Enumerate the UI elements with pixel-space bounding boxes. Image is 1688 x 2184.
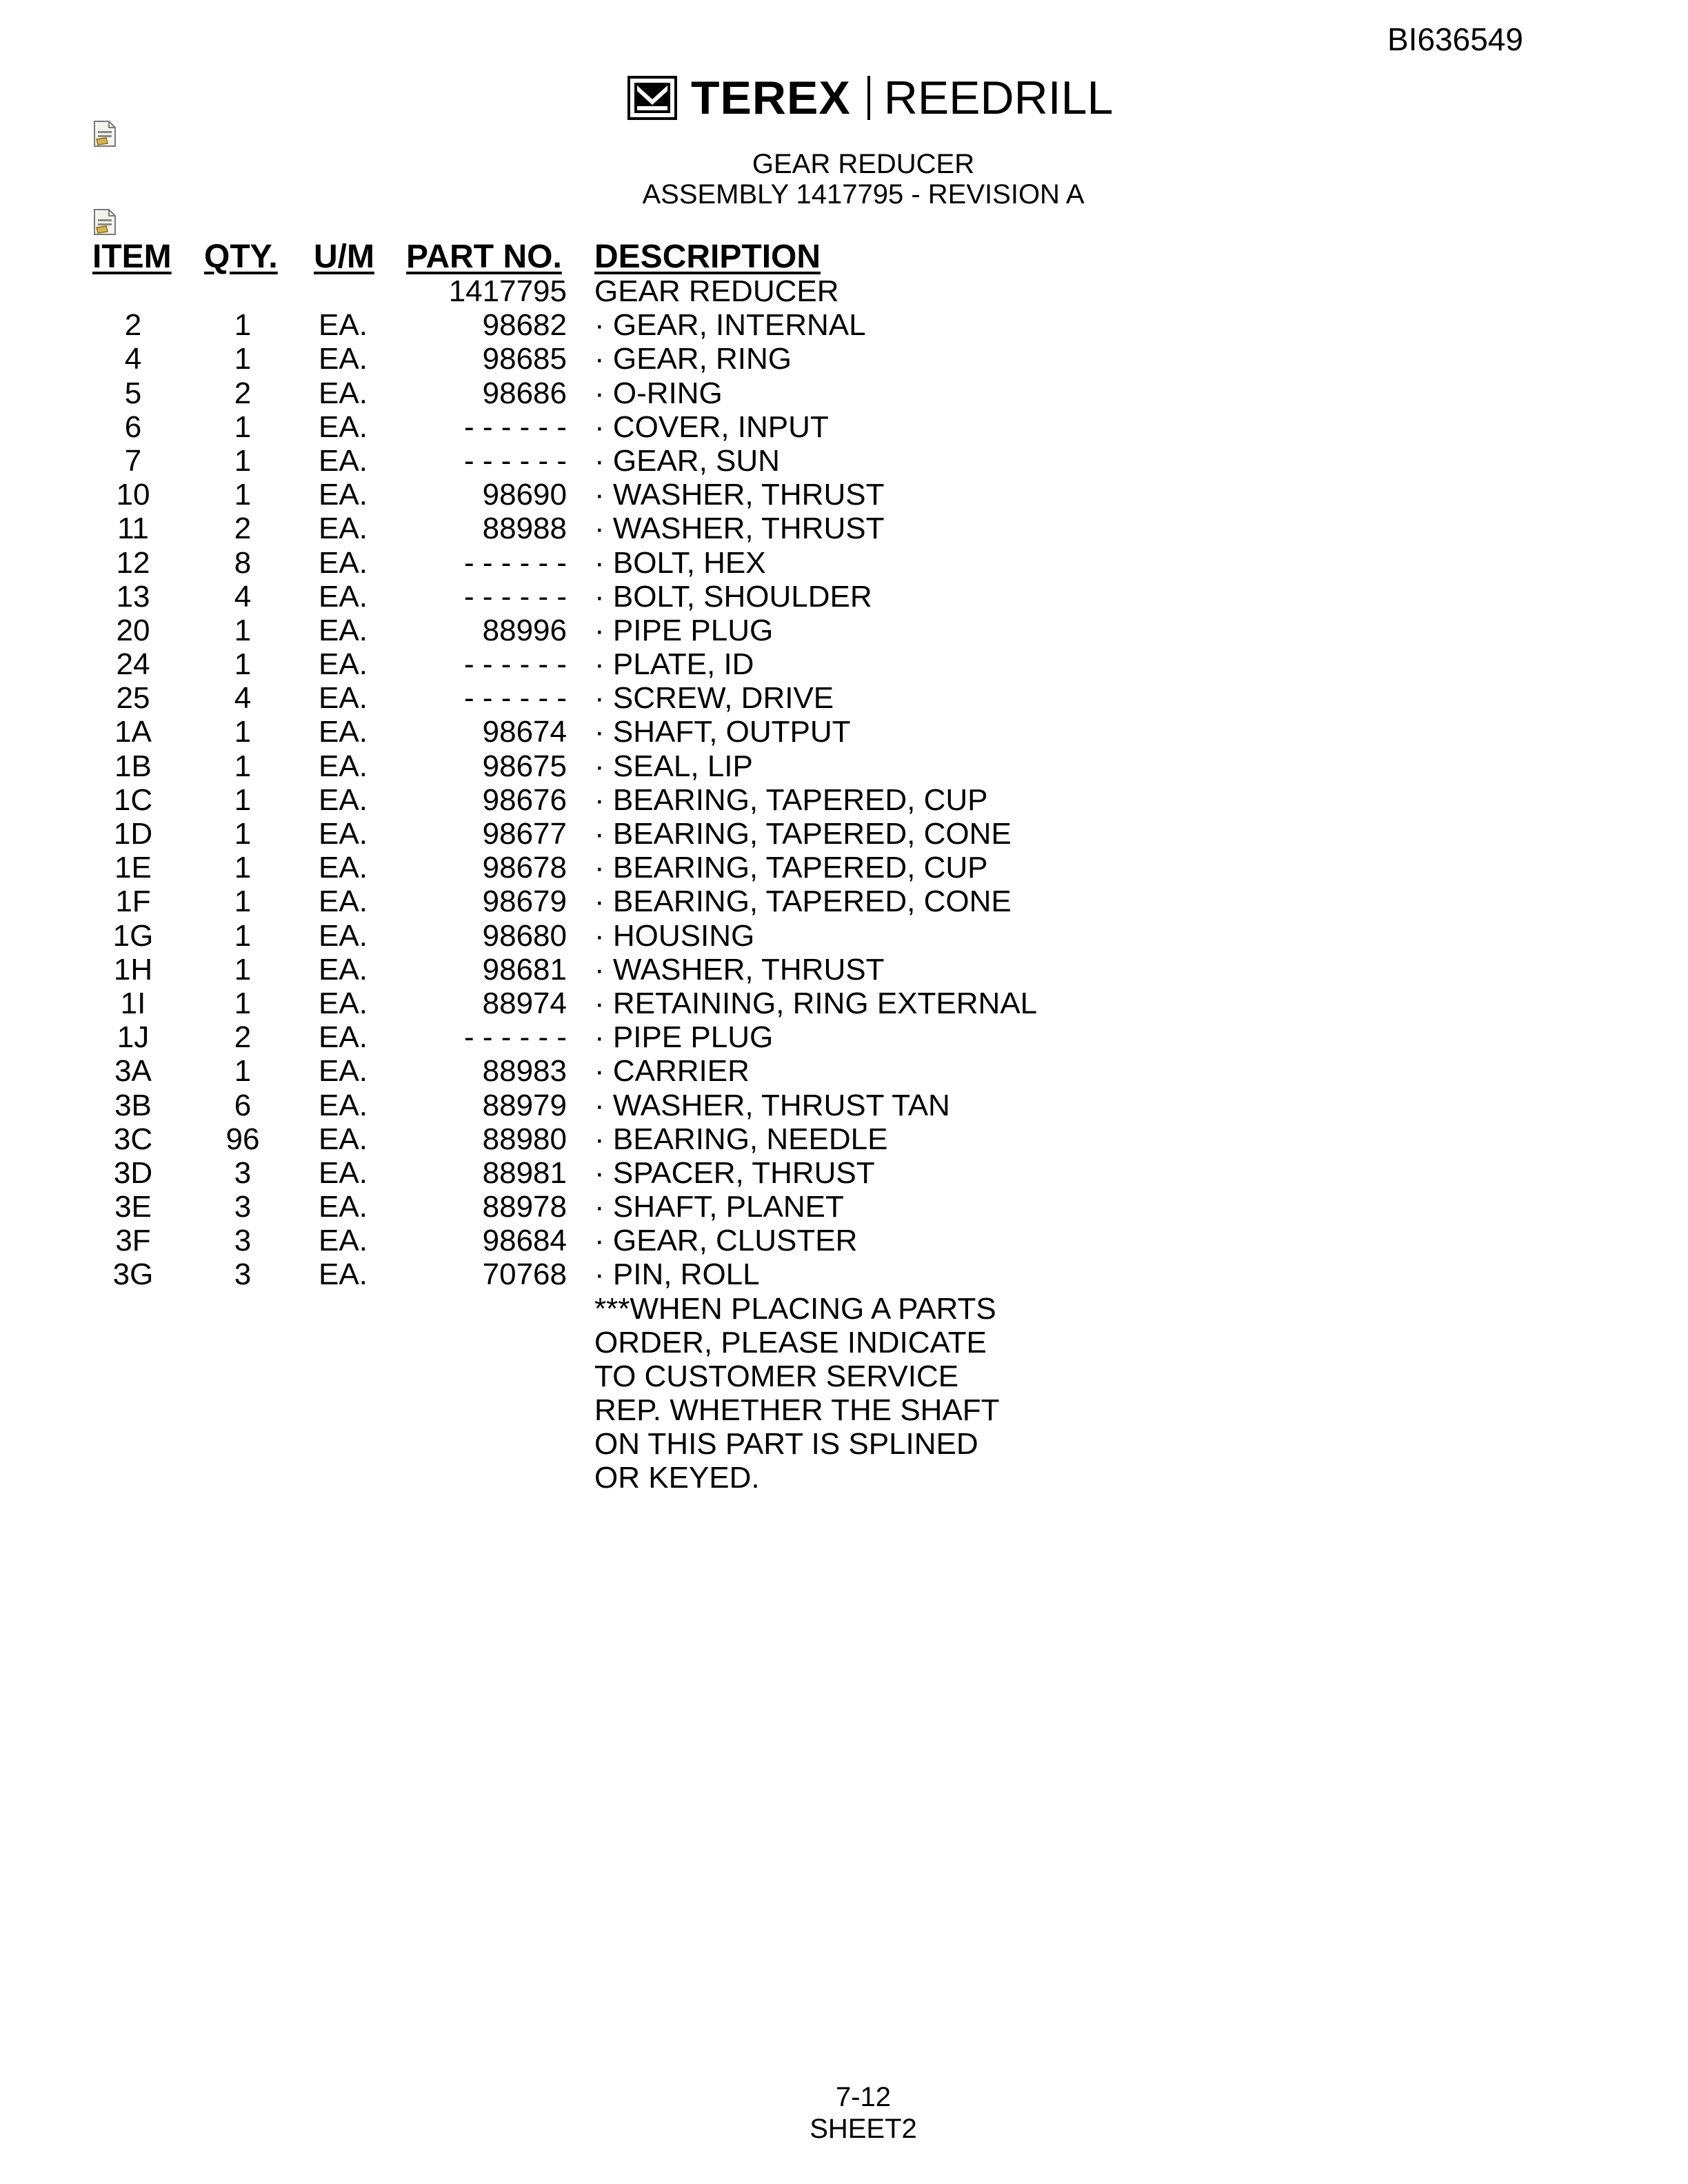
- cell-um: EA.: [319, 918, 368, 953]
- logo-divider: [867, 76, 870, 120]
- note-line: REP. WHETHER THE SHAFT: [594, 1393, 1000, 1427]
- cell-qty: 1: [234, 342, 252, 376]
- cell-part-no: 98676: [482, 782, 567, 817]
- cell-description: · SEAL, LIP: [594, 749, 753, 783]
- cell-item: 1J: [117, 1020, 150, 1055]
- cell-um: EA.: [319, 1054, 368, 1089]
- cell-qty: 2: [234, 376, 252, 410]
- cell-part-no: - - - - - -: [463, 647, 567, 682]
- cell-item: 7: [124, 443, 142, 478]
- cell-description: · HOUSING: [594, 918, 755, 953]
- document-title: GEAR REDUCER: [752, 149, 975, 179]
- cell-item: 24: [116, 647, 150, 682]
- cell-part-no: 88996: [482, 613, 567, 647]
- cell-description: · O-RING: [594, 376, 723, 410]
- document-id: BI636549: [1387, 21, 1523, 57]
- cell-qty: 1: [234, 884, 252, 919]
- parts-list: [0, 274, 1688, 1292]
- table-row: [0, 1257, 1688, 1291]
- table-row: [0, 884, 1688, 918]
- cell-part-no: 88981: [482, 1155, 567, 1190]
- cell-part-no: 98682: [482, 308, 567, 343]
- table-row: [0, 478, 1688, 512]
- cell-item: 5: [124, 376, 142, 410]
- cell-part-no: - - - - - -: [463, 410, 567, 444]
- cell-um: EA.: [319, 342, 368, 376]
- table-row: [0, 444, 1688, 478]
- cell-qty: 1: [234, 782, 252, 817]
- ordering-note: [594, 1292, 1000, 1495]
- document-icon[interactable]: [92, 120, 117, 148]
- cell-qty: 2: [234, 1020, 252, 1055]
- cell-description: · SPACER, THRUST: [594, 1155, 875, 1190]
- table-row: [0, 1122, 1688, 1156]
- cell-um: EA.: [319, 579, 368, 614]
- table-row: [0, 308, 1688, 342]
- cell-description: · BEARING, TAPERED, CUP: [594, 782, 988, 817]
- column-header-qty: QTY.: [204, 239, 278, 275]
- cell-item: 1H: [113, 952, 153, 987]
- cell-um: EA.: [319, 1257, 368, 1292]
- cell-part-no: 98674: [482, 715, 567, 749]
- cell-um: EA.: [319, 647, 368, 682]
- cell-item: 20: [116, 613, 150, 647]
- cell-description: GEAR REDUCER: [594, 274, 839, 308]
- table-row: [0, 512, 1688, 545]
- note-line: TO CUSTOMER SERVICE: [594, 1359, 959, 1393]
- page-number: 7-12: [835, 2082, 892, 2112]
- sheet-label: SHEET2: [810, 2114, 917, 2144]
- cell-item: 3E: [114, 1190, 152, 1224]
- cell-item: 2: [124, 308, 142, 343]
- cell-item: 6: [124, 410, 142, 444]
- cell-um: EA.: [319, 1020, 368, 1055]
- cell-qty: 1: [234, 308, 252, 343]
- cell-description: · BEARING, NEEDLE: [594, 1122, 888, 1156]
- cell-um: EA.: [319, 1088, 368, 1122]
- cell-qty: 1: [234, 613, 252, 647]
- table-row: [0, 274, 1688, 308]
- cell-item: 1F: [115, 884, 151, 919]
- table-row: [0, 1054, 1688, 1088]
- cell-part-no: - - - - - -: [463, 443, 567, 478]
- cell-qty: 1: [234, 410, 252, 444]
- column-header-um: U/M: [314, 239, 374, 275]
- cell-item: 1E: [114, 851, 152, 885]
- cell-description: · BEARING, TAPERED, CONE: [594, 884, 1012, 919]
- cell-um: EA.: [319, 884, 368, 919]
- cell-qty: 3: [234, 1257, 252, 1292]
- table-row: [0, 376, 1688, 410]
- cell-um: EA.: [319, 817, 368, 851]
- cell-um: EA.: [319, 782, 368, 817]
- cell-part-no: 88979: [482, 1088, 567, 1122]
- cell-part-no: - - - - - -: [463, 1020, 567, 1055]
- product-name: REEDRILL: [883, 72, 1114, 124]
- cell-qty: 1: [234, 443, 252, 478]
- cell-um: EA.: [319, 1190, 368, 1224]
- brand-name: TEREX: [691, 72, 851, 124]
- cell-part-no: 98690: [482, 478, 567, 512]
- table-row: [0, 851, 1688, 884]
- cell-um: EA.: [319, 1224, 368, 1258]
- cell-um: EA.: [319, 749, 368, 783]
- cell-part-no: 70768: [482, 1257, 567, 1292]
- cell-item: 1I: [120, 986, 146, 1020]
- terex-reedrill-logo: [627, 72, 1114, 124]
- table-row: [0, 987, 1688, 1020]
- cell-description: · SCREW, DRIVE: [594, 681, 834, 716]
- cell-description: · BOLT, HEX: [594, 545, 766, 580]
- cell-part-no: 98677: [482, 817, 567, 851]
- table-row: [0, 1156, 1688, 1190]
- table-row: [0, 1020, 1688, 1054]
- cell-item: 11: [117, 512, 149, 546]
- cell-item: 4: [124, 342, 142, 376]
- table-row: [0, 715, 1688, 749]
- table-row: [0, 1190, 1688, 1224]
- table-row: [0, 410, 1688, 444]
- cell-item: 1A: [114, 715, 152, 749]
- cell-description: · WASHER, THRUST: [594, 952, 885, 987]
- document-icon[interactable]: [92, 208, 117, 236]
- cell-description: · BOLT, SHOULDER: [594, 579, 872, 614]
- cell-part-no: - - - - - -: [463, 681, 567, 716]
- cell-qty: 1: [234, 986, 252, 1020]
- cell-description: · COVER, INPUT: [594, 410, 829, 444]
- cell-um: EA.: [319, 308, 368, 343]
- cell-um: EA.: [319, 545, 368, 580]
- cell-item: 1D: [113, 817, 153, 851]
- cell-part-no: 98681: [482, 952, 567, 987]
- cell-part-no: 98678: [482, 851, 567, 885]
- table-row: [0, 546, 1688, 580]
- cell-qty: 2: [234, 512, 252, 546]
- cell-description: · SHAFT, OUTPUT: [594, 715, 851, 749]
- note-line: ON THIS PART IS SPLINED: [594, 1427, 978, 1461]
- column-header-item: ITEM: [92, 239, 172, 275]
- cell-qty: 96: [225, 1122, 260, 1156]
- cell-qty: 3: [234, 1190, 252, 1224]
- cell-item: 10: [116, 478, 150, 512]
- cell-um: EA.: [319, 1155, 368, 1190]
- table-row: [0, 953, 1688, 987]
- cell-part-no: - - - - - -: [463, 545, 567, 580]
- cell-um: EA.: [319, 952, 368, 987]
- cell-part-no: 98679: [482, 884, 567, 919]
- cell-part-no: 88974: [482, 986, 567, 1020]
- cell-um: EA.: [319, 1122, 368, 1156]
- cell-qty: 1: [234, 952, 252, 987]
- cell-qty: 4: [234, 579, 252, 614]
- cell-description: · BEARING, TAPERED, CONE: [594, 817, 1012, 851]
- cell-description: · WASHER, THRUST TAN: [594, 1088, 950, 1122]
- cell-description: · RETAINING, RING EXTERNAL: [594, 986, 1038, 1020]
- cell-description: · PIPE PLUG: [594, 1020, 774, 1055]
- cell-um: EA.: [319, 986, 368, 1020]
- cell-qty: 1: [234, 715, 252, 749]
- cell-qty: 1: [234, 749, 252, 783]
- cell-item: 3A: [114, 1054, 152, 1089]
- cell-description: · WASHER, THRUST: [594, 478, 885, 512]
- cell-description: · WASHER, THRUST: [594, 512, 885, 546]
- cell-qty: 1: [234, 478, 252, 512]
- cell-um: EA.: [319, 715, 368, 749]
- cell-description: · GEAR, CLUSTER: [594, 1224, 858, 1258]
- cell-part-no: 98680: [482, 918, 567, 953]
- table-row: [0, 783, 1688, 817]
- cell-description: · CARRIER: [594, 1054, 750, 1089]
- cell-um: EA.: [319, 443, 368, 478]
- cell-qty: 4: [234, 681, 252, 716]
- table-row: [0, 681, 1688, 715]
- cell-um: EA.: [319, 512, 368, 546]
- cell-um: EA.: [319, 613, 368, 647]
- cell-item: 1G: [112, 918, 154, 953]
- cell-qty: 3: [234, 1155, 252, 1190]
- cell-item: 13: [116, 579, 150, 614]
- note-line: OR KEYED.: [594, 1461, 760, 1495]
- cell-item: 1B: [114, 749, 152, 783]
- terex-logo-icon: [627, 76, 677, 120]
- cell-qty: 8: [234, 545, 252, 580]
- table-row: [0, 647, 1688, 681]
- cell-um: EA.: [319, 410, 368, 444]
- cell-part-no: 88983: [482, 1054, 567, 1089]
- document-subtitle: ASSEMBLY 1417795 - REVISION A: [642, 179, 1085, 210]
- note-line: ***WHEN PLACING A PARTS: [594, 1292, 996, 1326]
- cell-description: · SHAFT, PLANET: [594, 1190, 844, 1224]
- table-row: [0, 1224, 1688, 1257]
- cell-part-no: 98685: [482, 342, 567, 376]
- cell-part-no: 98684: [482, 1224, 567, 1258]
- cell-item: 3F: [115, 1224, 151, 1258]
- cell-item: 25: [116, 681, 150, 716]
- cell-item: 12: [116, 545, 150, 580]
- cell-qty: 1: [234, 817, 252, 851]
- cell-qty: 1: [234, 918, 252, 953]
- cell-description: · GEAR, SUN: [594, 443, 780, 478]
- cell-part-no: - - - - - -: [463, 579, 567, 614]
- cell-um: EA.: [319, 376, 368, 410]
- note-line: ORDER, PLEASE INDICATE: [594, 1326, 987, 1359]
- cell-item: 3G: [112, 1257, 154, 1292]
- cell-qty: 1: [234, 1054, 252, 1089]
- table-row: [0, 749, 1688, 783]
- cell-description: · GEAR, INTERNAL: [594, 308, 866, 343]
- cell-part-no: 88988: [482, 512, 567, 546]
- cell-description: · PLATE, ID: [594, 647, 754, 682]
- column-header-part-no: PART NO.: [406, 239, 562, 275]
- cell-part-no: 98675: [482, 749, 567, 783]
- cell-description: · GEAR, RING: [594, 342, 792, 376]
- cell-part-no: 98686: [482, 376, 567, 410]
- column-header-description: DESCRIPTION: [594, 239, 821, 275]
- cell-part-no: 88978: [482, 1190, 567, 1224]
- table-row: [0, 817, 1688, 851]
- table-row: [0, 614, 1688, 647]
- cell-item: 3D: [113, 1155, 153, 1190]
- cell-qty: 3: [234, 1224, 252, 1258]
- table-row: [0, 342, 1688, 376]
- table-row: [0, 919, 1688, 953]
- cell-qty: 1: [234, 647, 252, 682]
- cell-description: · PIN, ROLL: [594, 1257, 760, 1292]
- cell-um: EA.: [319, 681, 368, 716]
- cell-item: 3B: [114, 1088, 152, 1122]
- cell-um: EA.: [319, 851, 368, 885]
- cell-item: 3C: [113, 1122, 153, 1156]
- cell-description: · BEARING, TAPERED, CUP: [594, 851, 988, 885]
- cell-qty: 1: [234, 851, 252, 885]
- table-row: [0, 580, 1688, 614]
- table-row: [0, 1089, 1688, 1122]
- cell-part-no: 1417795: [448, 274, 567, 308]
- cell-um: EA.: [319, 478, 368, 512]
- cell-item: 1C: [113, 782, 153, 817]
- cell-qty: 6: [234, 1088, 252, 1122]
- cell-part-no: 88980: [482, 1122, 567, 1156]
- cell-description: · PIPE PLUG: [594, 613, 774, 647]
